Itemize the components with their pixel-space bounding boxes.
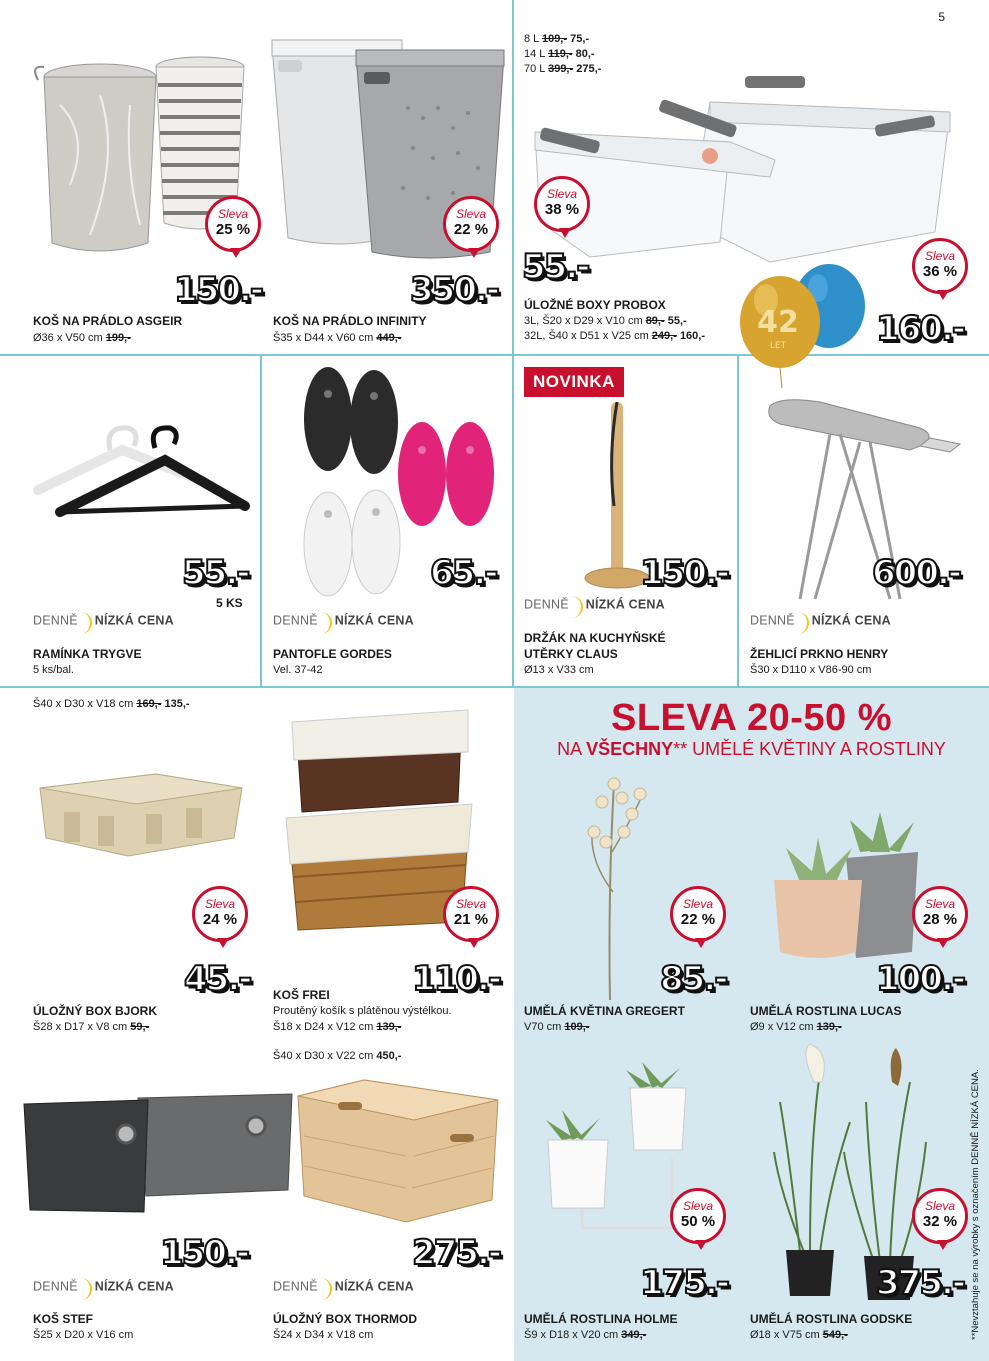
price: 150.-: [174, 270, 262, 310]
price: 45.-: [184, 959, 251, 999]
product-name: KOŠ FREI: [273, 988, 330, 1002]
daily-low-price-label: DENNĚ NÍZKÁ CENA: [273, 1278, 414, 1296]
badge-label: Sleva: [682, 897, 714, 911]
price: 65.-: [430, 553, 497, 593]
product-desc: [524, 314, 705, 344]
daily-low-price-label: DENNĚ NÍZKÁ CENA: [524, 596, 665, 614]
product-name: DRŽÁK NA KUCHYŇSKÉ: [524, 631, 666, 645]
product-name: UMĚLÁ ROSTLINA LUCAS: [750, 1004, 902, 1018]
product-name: ÚLOŽNÝ BOX BJORK: [33, 1004, 158, 1018]
price: 110.-: [412, 959, 500, 999]
promo-subtitle: NA VŠECHNY** UMĚLÉ KVĚTINY A ROSTLINY: [557, 739, 946, 759]
storage-box-bjork-image: [36, 768, 246, 860]
price: 375.-: [876, 1263, 964, 1303]
discount-badge: [670, 886, 726, 942]
discount-badge: [912, 238, 968, 294]
daily-low-price-label: DENNĚ NÍZKÁ CENA: [33, 1278, 174, 1296]
discount-badge: [912, 1188, 968, 1244]
product-desc: Ø13 x V33 cm: [524, 664, 594, 676]
old-price: 449,-: [376, 332, 402, 344]
product-name: ÚLOŽNÝ BOX THORMOD: [273, 1312, 417, 1326]
hangers-trygve-image: [30, 420, 255, 530]
price: 100.-: [876, 959, 964, 999]
product-desc: Ø18 x V75 cm 549,-: [750, 1329, 848, 1341]
discount-badge: [443, 886, 499, 942]
divider: [737, 356, 739, 686]
discount-badge: [534, 176, 590, 232]
price: 85.-: [660, 959, 727, 999]
probox-variants: [524, 32, 601, 77]
anniversary-balloons: [736, 262, 876, 390]
product-name: KOŠ NA PRÁDLO INFINITY: [273, 314, 427, 328]
badge-label: Sleva: [924, 1199, 956, 1213]
old-price: 199,-: [105, 332, 131, 344]
variant-row: 32L, Š40 x D51 x V25 cm 249,- 160,-: [524, 330, 706, 342]
badge-value: 28 %: [922, 911, 958, 928]
daily-low-price-label: DENNĚ NÍZKÁ CENA: [273, 612, 414, 630]
variant-row: 14 L 119,- 80,-: [524, 48, 595, 60]
footnote: [966, 1010, 986, 1350]
divider: [512, 0, 514, 355]
price: 350.-: [410, 270, 498, 310]
product-name: ÚLOŽNÉ BOXY PROBOX: [524, 298, 666, 312]
product-variant: Š40 x D30 x V22 cm 450,-: [273, 1050, 402, 1062]
price: 600.-: [872, 553, 960, 593]
price: 55.-: [182, 553, 249, 593]
product-name: KOŠ STEF: [33, 1312, 94, 1326]
product-desc: Š9 x D18 x V20 cm 349,-: [524, 1329, 647, 1341]
svg-text:LET: LET: [769, 341, 787, 351]
product-name: KOŠ NA PRÁDLO ASGEIR: [33, 314, 183, 328]
basket-stef-image: [22, 1086, 296, 1218]
badge-label: Sleva: [924, 249, 956, 263]
price: 55.-: [522, 247, 589, 287]
discount-badge: [670, 1188, 726, 1244]
svg-text:42: 42: [757, 305, 799, 340]
old-price: 59,-: [130, 1021, 150, 1033]
badge-label: Sleva: [924, 897, 956, 911]
product-name: PANTOFLE GORDES: [273, 647, 392, 661]
storage-box-thormod-image: [294, 1076, 502, 1226]
badge-value: 36 %: [922, 263, 958, 280]
product-name: UMĚLÁ KVĚTINA GREGERT: [524, 1004, 685, 1018]
badge-value: 50 %: [680, 1213, 716, 1230]
dimensions: Š35 x D44 x V60 cm: [273, 332, 374, 344]
price: 150.-: [160, 1233, 248, 1273]
badge-value: 22 %: [680, 911, 716, 928]
daily-low-price-label: DENNĚ NÍZKÁ CENA: [750, 612, 891, 630]
new-label: NOVINKA: [524, 367, 624, 397]
divider: [260, 356, 262, 686]
product-name: UMĚLÁ ROSTLINA GODSKE: [750, 1312, 913, 1326]
badge-label: Sleva: [455, 207, 487, 221]
divider: [512, 356, 514, 686]
product-desc: Š28 x D17 x V8 cm 59,-: [33, 1021, 150, 1033]
product-desc: V70 cm 109,-: [524, 1021, 590, 1033]
dimensions: Ø36 x V50 cm: [33, 332, 103, 344]
product-desc: Š30 x D110 x V86-90 cm: [750, 664, 872, 676]
daily-low-price-label: DENNĚ NÍZKÁ CENA: [33, 612, 174, 630]
badge-value: 25 %: [215, 221, 251, 238]
product-desc: Proutěný košík s plátěnou výstélkou.: [273, 1005, 452, 1017]
badge-value: 38 %: [544, 201, 580, 218]
old-price: 549,-: [822, 1329, 848, 1341]
product-desc: [273, 331, 401, 346]
product-name: RAMÍNKA TRYGVE: [33, 647, 142, 661]
badge-value: 21 %: [453, 911, 489, 928]
promo-title: SLEVA 20-50 %: [610, 697, 893, 739]
product-desc: Ø9 x V12 cm 139,-: [750, 1021, 842, 1033]
product-desc: 5 ks/bal.: [33, 664, 74, 676]
badge-label: Sleva: [455, 897, 487, 911]
discount-badge: [192, 886, 248, 942]
variant-row: 70 L 399,- 275,-: [524, 63, 602, 75]
artificial-plant-lucas-image: [770, 802, 930, 962]
badge-label: Sleva: [546, 187, 578, 201]
old-price: 139,-: [816, 1021, 842, 1033]
price: 150.-: [640, 553, 728, 593]
price: 160.-: [876, 309, 964, 349]
product-desc: [33, 331, 131, 346]
product-name: UTĚRKY CLAUS: [524, 647, 618, 661]
footnote-text: **Nevztahuje se na výrobky s označením DENNĚ NÍZKÁ CENA.: [970, 1069, 981, 1340]
product-desc: Š24 x D34 x V18 cm: [273, 1329, 374, 1341]
page-number: 5: [938, 10, 945, 24]
badge-value: 24 %: [202, 911, 238, 928]
product-name: ŽEHLICÍ PRKNO HENRY: [750, 647, 889, 661]
badge-label: Sleva: [204, 897, 236, 911]
badge-value: 32 %: [922, 1213, 958, 1230]
badge-label: Sleva: [682, 1199, 714, 1213]
price: 275.-: [412, 1233, 500, 1273]
discount-badge: [205, 196, 261, 252]
product-desc: Š25 x D20 x V16 cm: [33, 1329, 134, 1341]
product-variant: Š40 x D30 x V18 cm 169,- 135,-: [33, 698, 190, 710]
price: 175.-: [640, 1263, 728, 1303]
badge-value: 22 %: [453, 221, 489, 238]
discount-badge: [912, 886, 968, 942]
product-desc: Vel. 37-42: [273, 664, 323, 676]
product-name: UMĚLÁ ROSTLINA HOLME: [524, 1312, 678, 1326]
quantity: 5 KS: [216, 596, 243, 610]
discount-badge: [443, 196, 499, 252]
old-price: 349,-: [621, 1329, 647, 1341]
storage-box-probox-image: [530, 72, 970, 272]
artificial-flower-gregert-image: [580, 772, 660, 1000]
old-price: 139,-: [376, 1021, 402, 1033]
product-desc: Š18 x D24 x V12 cm 139,-: [273, 1021, 402, 1033]
old-price: 109,-: [564, 1021, 590, 1033]
variant-row: 8 L 109,- 75,-: [524, 33, 590, 45]
badge-label: Sleva: [217, 207, 249, 221]
variant-row: 3L, Š20 x D29 x V10 cm 89,- 55,-: [524, 315, 687, 327]
